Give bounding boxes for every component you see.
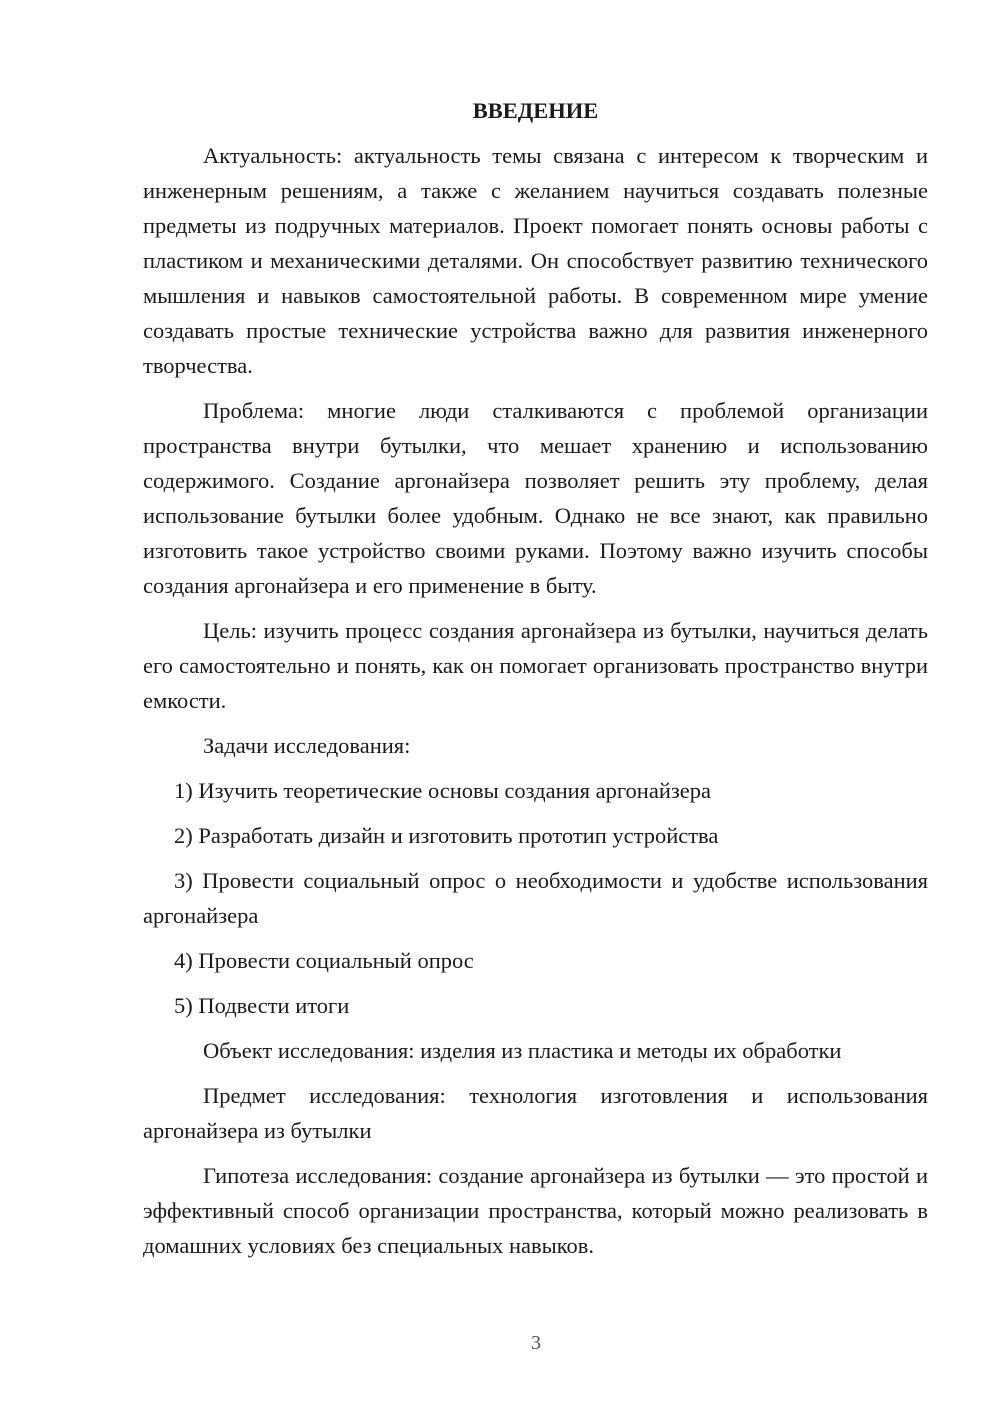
task-item: 1) Изучить теоретические основы создания аргонайзера (174, 778, 711, 803)
section-title: ВВЕДЕНИЕ (472, 98, 599, 123)
hypothesis-paragraph: Гипотеза исследования: создание аргонайзера из бутылки — это простой и эффективный способ организации пространства, который можно реализовать в домашних условиях без специальных навыков. (143, 1163, 928, 1258)
document-page (143, 93, 928, 1273)
relevance-paragraph: Актуальность: актуальность темы связана с интересом к творческим и инженерным решениям, а также с желанием научиться создавать полезные предметы из подручных материалов. Проект помогает понять основы работы с пластиком и механическими деталями. Он способствует развитию технического мышления и навыков самостоятельной работы. В современном мире умение создавать простые технические устройства важно для развития инженерного творчества. (143, 143, 928, 378)
subject-paragraph: Предмет исследования: технология изготовления и использования аргонайзера из бутылки (143, 1083, 928, 1143)
problem-paragraph: Проблема: многие люди сталкиваются с проблемой организации пространства внутри бутылки, что мешает хранению и использованию содержимого. Создание аргонайзера позволяет решить эту проблему, делая использование бутылки более удобным. Однако не все знают, как правильно изготовить такое устройство своими руками. Поэтому важно изучить способы создания аргонайзера и его применение в быту. (143, 398, 928, 598)
task-item: 3) Провести социальный опрос о необходимости и удобстве использования аргонайзера (143, 868, 928, 928)
object-paragraph: Объект исследования: изделия из пластика и методы их обработки (203, 1038, 842, 1063)
page-number: 3 (531, 1332, 541, 1354)
goal-paragraph: Цель: изучить процесс создания аргонайзера из бутылки, научиться делать его самостоятельно и понять, как он помогает организовать пространство внутри емкости. (143, 618, 928, 713)
tasks-heading: Задачи исследования: (203, 733, 411, 758)
task-item: 5) Подвести итоги (174, 993, 350, 1018)
task-item: 4) Провести социальный опрос (174, 948, 474, 973)
task-item: 2) Разработать дизайн и изготовить прототип устройства (174, 823, 719, 848)
